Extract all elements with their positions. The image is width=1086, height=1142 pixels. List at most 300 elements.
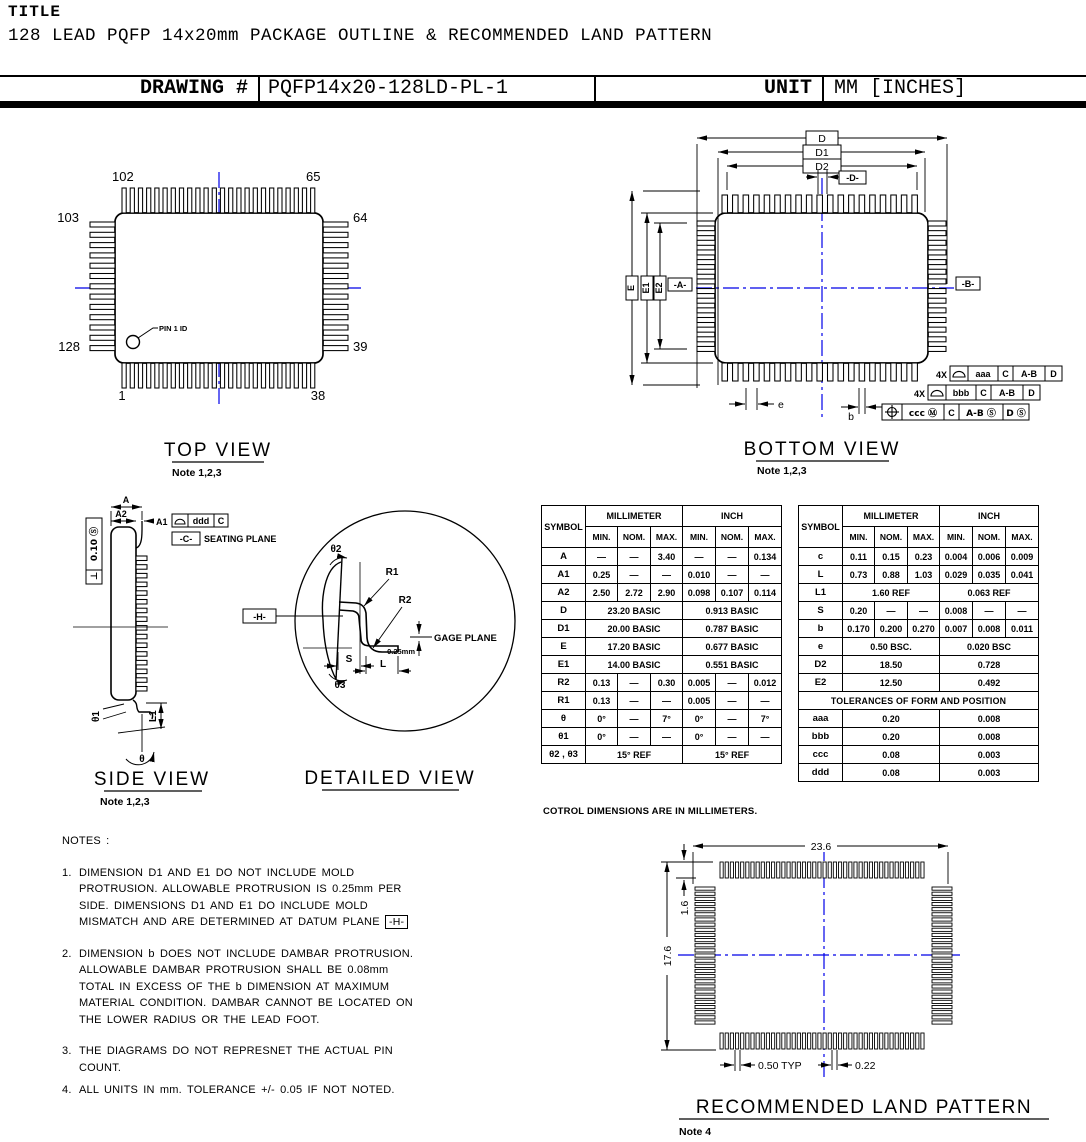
note-number: 2. (62, 947, 72, 960)
fcf-cell: A-B (1021, 369, 1037, 379)
pad (808, 862, 811, 878)
table-cell: 12.50 (843, 674, 940, 692)
datum-label-A: -A- (673, 280, 687, 290)
pad (695, 954, 715, 957)
pad (782, 862, 785, 878)
table-cell: — (716, 710, 749, 728)
pad (932, 954, 952, 957)
dim-label-height: 17.6 (662, 945, 674, 967)
pin (323, 222, 348, 227)
table-row (542, 620, 782, 638)
table-cell: 0.677 BASIC (683, 638, 782, 656)
lead (136, 687, 147, 692)
pin (785, 363, 791, 381)
table-cell: 0.008 (940, 728, 1039, 746)
pin (155, 363, 159, 388)
pad (932, 964, 952, 967)
table-cell: aaa (799, 710, 843, 728)
pin (323, 274, 348, 279)
table-header-cell: NOM. (716, 527, 749, 548)
table-cell: D1 (542, 620, 586, 638)
pin-number-38: 38 (310, 388, 326, 403)
pin (220, 188, 224, 213)
table-cell: E (542, 638, 586, 656)
pin (697, 346, 715, 351)
pad (890, 1033, 893, 1049)
table-cell: bbb (799, 728, 843, 746)
pad (730, 1033, 733, 1049)
table-header-cell: INCH (940, 506, 1039, 527)
table-cell: 0.200 (875, 620, 908, 638)
pin (278, 188, 282, 213)
lead (136, 565, 147, 570)
pad (761, 1033, 764, 1049)
table-cell: E2 (799, 674, 843, 692)
datum-label-B: -B- (961, 279, 975, 289)
pad (695, 928, 715, 931)
pad (695, 897, 715, 900)
pin (928, 337, 946, 342)
pad (735, 862, 738, 878)
table-cell: — (618, 548, 651, 566)
pad (730, 862, 733, 878)
pad (797, 862, 800, 878)
pad (921, 862, 924, 878)
note-number: 3. (62, 1045, 72, 1057)
pad (890, 862, 893, 878)
pin (212, 188, 216, 213)
pin (311, 188, 315, 213)
lead (136, 634, 147, 639)
side-view-note: Note 1,2,3 (100, 796, 150, 808)
pad (746, 1033, 749, 1049)
title-label: TITLE (8, 3, 62, 21)
table-cell: ddd (799, 764, 843, 782)
table-cell: 0.728 (940, 656, 1039, 674)
table-cell: — (618, 710, 651, 728)
pad (911, 862, 914, 878)
fcf-cell: D Ⓢ (1006, 409, 1026, 419)
pad (751, 862, 754, 878)
pin (697, 260, 715, 265)
table-cell: 0.063 REF (940, 584, 1039, 602)
pin (697, 298, 715, 303)
table-cell: — (651, 692, 683, 710)
pin (849, 195, 855, 213)
top-lead (136, 521, 142, 548)
lead (136, 556, 147, 561)
table-cell: e (799, 638, 843, 656)
table-cell: 0.011 (1006, 620, 1039, 638)
dimension-table-left (541, 505, 782, 764)
pin (90, 222, 115, 227)
pad (859, 862, 862, 878)
lead (136, 573, 147, 578)
table-cell: 0° (683, 728, 716, 746)
pad (932, 1000, 952, 1003)
pin (237, 188, 241, 213)
note-text (79, 865, 424, 931)
pin (90, 325, 115, 330)
pin (928, 327, 946, 332)
table-header-cell: MILLIMETER (586, 506, 683, 527)
pad (932, 1011, 952, 1014)
note-item-3 (62, 1043, 482, 1076)
pad (818, 862, 821, 878)
pin (754, 363, 760, 381)
table-cell: — (908, 602, 940, 620)
pad (932, 1016, 952, 1019)
fcf-ddd (172, 514, 228, 527)
table-row (542, 728, 782, 746)
lead (136, 643, 147, 648)
table-row (799, 710, 1039, 728)
table-row (799, 548, 1039, 566)
perpendicularity-icon: ⊥ (90, 571, 100, 580)
pad (695, 995, 715, 998)
table-cell: 0.08 (843, 746, 940, 764)
note-item-1 (62, 865, 482, 931)
table-cell: 0.25 (586, 566, 618, 584)
dim-label-e: e (778, 399, 784, 411)
table-cell: A2 (542, 584, 586, 602)
table-header-cell: SYMBOL (799, 506, 843, 548)
table-cell: R1 (542, 692, 586, 710)
pad (932, 913, 952, 916)
dim-label-theta: θ (139, 754, 145, 765)
table-header-cell: NOM. (618, 527, 651, 548)
pin-number-64: 64 (353, 210, 368, 225)
note-item-2 (62, 946, 482, 1029)
pad (932, 928, 952, 931)
pin-number-39: 39 (353, 339, 368, 354)
pad (695, 980, 715, 983)
pin (928, 298, 946, 303)
land-pattern-note: Note 4 (679, 1126, 712, 1138)
pin (796, 363, 802, 381)
dim-label-D1: D1 (815, 147, 829, 159)
pin (204, 363, 208, 388)
pad (900, 862, 903, 878)
table-header-cell: INCH (683, 506, 782, 527)
pin (90, 304, 115, 309)
fcf-prefix: 4X (913, 389, 925, 399)
pin (870, 195, 876, 213)
table-cell: R2 (542, 674, 586, 692)
pad (895, 862, 898, 878)
table-row (799, 566, 1039, 584)
pin (775, 363, 781, 381)
pin1-id-marker (127, 336, 140, 349)
table-cell: — (716, 728, 749, 746)
unit-value: MM [INCHES] (834, 77, 967, 100)
table-cell: 0.20 (843, 728, 940, 746)
note-text-body: DIMENSION D1 AND E1 DO NOT INCLUDE MOLD PROTRUSION. ALLOWABLE PROTRUSION IS 0.25mm PER SIDE. DIMENSIONS D1 AND E1 DO INCLUDE MOLD MISMATCH AND ARE DETERMINED AT DATUM PLANE (79, 866, 402, 928)
table-header-cell: MIN. (683, 527, 716, 548)
pin (90, 263, 115, 268)
pad (720, 1033, 723, 1049)
table-cell: 0° (683, 710, 716, 728)
bottom-view-diagram (626, 131, 1062, 477)
lead (136, 660, 147, 665)
dim-label-b: b (848, 411, 854, 423)
pad (792, 862, 795, 878)
pad (932, 949, 952, 952)
table-cell: 15° REF (683, 746, 782, 764)
land-pattern-caption: RECOMMENDED LAND PATTERN (695, 1097, 1033, 1118)
table-cell: — (716, 548, 749, 566)
pad (695, 975, 715, 978)
pin (229, 188, 233, 213)
pin (323, 284, 348, 289)
table-row (799, 656, 1039, 674)
pin (928, 221, 946, 226)
table-cell: 0.114 (749, 584, 782, 602)
pad (818, 1033, 821, 1049)
table-cell: 18.50 (843, 656, 940, 674)
table-header-cell: MIN. (843, 527, 875, 548)
pad (828, 1033, 831, 1049)
pin (196, 363, 200, 388)
pin (697, 337, 715, 342)
pin (323, 325, 348, 330)
seating-plane-label: SEATING PLANE (204, 534, 277, 544)
pin (90, 346, 115, 351)
pad (932, 980, 952, 983)
pad (869, 862, 872, 878)
table-row (542, 674, 782, 692)
table-cell: — (651, 566, 683, 584)
fcf-cell: C (217, 516, 225, 526)
pin (838, 195, 844, 213)
pin (323, 304, 348, 309)
table-cell: 0.007 (940, 620, 973, 638)
table-cell: D (542, 602, 586, 620)
table-row (799, 728, 1039, 746)
table-cell: θ (542, 710, 586, 728)
pin-number-1: 1 (118, 388, 126, 403)
pad (916, 862, 919, 878)
table-cell: 0° (586, 710, 618, 728)
table-cell: D2 (799, 656, 843, 674)
dim-label-pad-length: 1.6 (679, 900, 691, 916)
table-cell: 0.041 (1006, 566, 1039, 584)
pad (932, 975, 952, 978)
pad (905, 862, 908, 878)
pad (695, 939, 715, 942)
pin (212, 363, 216, 388)
pin (891, 363, 897, 381)
dim-label-S: S (345, 654, 353, 665)
pad (932, 944, 952, 947)
fcf-cell: ddd (192, 516, 210, 526)
pin (928, 231, 946, 236)
dim-label-E1: E1 (641, 282, 651, 294)
lead (136, 626, 147, 631)
page-title: 128 LEAD PQFP 14x20mm PACKAGE OUTLINE & RECOMMENDED LAND PATTERN (8, 26, 713, 46)
pad (695, 923, 715, 926)
dim-label-L1: L1 (148, 710, 159, 722)
lead (136, 582, 147, 587)
pad (813, 862, 816, 878)
table-cell: 0.913 BASIC (683, 602, 782, 620)
pin (764, 195, 770, 213)
pad (735, 1033, 738, 1049)
fcf-cell: C (1002, 369, 1009, 379)
pin (261, 188, 265, 213)
pin (220, 363, 224, 388)
pad (695, 985, 715, 988)
pin (733, 195, 739, 213)
pad (756, 862, 759, 878)
pad (932, 887, 952, 890)
table-row (799, 674, 1039, 692)
pin (188, 188, 192, 213)
lead-outer-edge (339, 602, 398, 652)
side-view-diagram (73, 495, 276, 808)
pad (761, 862, 764, 878)
fcf-cell: A-B Ⓢ (966, 409, 996, 419)
table-cell: 0.012 (749, 674, 782, 692)
table-cell: 2.90 (651, 584, 683, 602)
table-cell: L1 (799, 584, 843, 602)
pad (916, 1033, 919, 1049)
table-cell: L (799, 566, 843, 584)
table-cell: 0.08 (843, 764, 940, 782)
pin (901, 363, 907, 381)
pin (278, 363, 282, 388)
table-header-cell: MAX. (908, 527, 940, 548)
table-cell: — (586, 548, 618, 566)
pad (777, 862, 780, 878)
lead (136, 600, 147, 605)
lead-inner-edge (339, 610, 398, 652)
fcf-prefix: 4X (935, 370, 947, 380)
notes-heading: NOTES : (62, 835, 110, 847)
pad (833, 862, 836, 878)
pad (921, 1033, 924, 1049)
note-number: 1. (62, 866, 72, 879)
pad (932, 969, 952, 972)
pin (323, 315, 348, 320)
table-cell: 0.170 (843, 620, 875, 638)
table-header-cell: MIN. (586, 527, 618, 548)
pin (229, 363, 233, 388)
pad (695, 990, 715, 993)
pad (869, 1033, 872, 1049)
pin (806, 195, 812, 213)
pin-number-102: 102 (112, 169, 134, 184)
pad (932, 897, 952, 900)
table-row (542, 638, 782, 656)
table-cell: 0.787 BASIC (683, 620, 782, 638)
leader-line (373, 607, 402, 648)
pad (932, 1005, 952, 1008)
table-cell: 0.008 (940, 710, 1039, 728)
pad (854, 862, 857, 878)
pin (90, 232, 115, 237)
note-item-4 (62, 1082, 482, 1099)
pad (802, 862, 805, 878)
table-cell: 0° (586, 728, 618, 746)
pad (849, 1033, 852, 1049)
dim-label-A2: A2 (115, 509, 127, 519)
detailed-view-diagram (243, 511, 515, 790)
pad (695, 1016, 715, 1019)
fcf-cell: C (948, 408, 955, 418)
table-cell: 0.035 (973, 566, 1006, 584)
fcf-perpendicularity (86, 518, 102, 584)
table-cell: 0.008 (973, 620, 1006, 638)
table-cell: 0.30 (651, 674, 683, 692)
pad (932, 933, 952, 936)
table-cell: TOLERANCES OF FORM AND POSITION (799, 692, 1039, 710)
table-cell: — (716, 692, 749, 710)
pin (928, 279, 946, 284)
table-row (799, 620, 1039, 638)
table-cell: — (618, 566, 651, 584)
table-cell: — (618, 692, 651, 710)
pad (695, 1021, 715, 1024)
dim-label-D2: D2 (815, 161, 829, 173)
pad (802, 1033, 805, 1049)
pin (928, 269, 946, 274)
leader-line (364, 579, 389, 606)
pin (928, 318, 946, 323)
pad (864, 1033, 867, 1049)
lead (136, 669, 147, 674)
top-view-caption: TOP VIEW (163, 440, 273, 461)
pin (188, 363, 192, 388)
pad (844, 862, 847, 878)
dim-label-E2: E2 (654, 282, 664, 294)
table-row (542, 602, 782, 620)
table-header-cell: NOM. (875, 527, 908, 548)
pad (695, 933, 715, 936)
pin (179, 363, 183, 388)
pad (787, 862, 790, 878)
note-text: ALL UNITS IN mm. TOLERANCE +/- 0.05 IF NOT NOTED. (79, 1084, 395, 1096)
land-pattern-diagram (659, 839, 1049, 1138)
fcf-cell: 0.10 Ⓢ (90, 526, 100, 562)
pad (932, 908, 952, 911)
table-cell: 0.020 BSC (940, 638, 1039, 656)
pin (912, 195, 918, 213)
pin (849, 363, 855, 381)
pin (204, 188, 208, 213)
pin (697, 250, 715, 255)
pin (697, 221, 715, 226)
table-cell: 0.107 (716, 584, 749, 602)
table-cell: — (749, 692, 782, 710)
pin (697, 308, 715, 313)
pad (695, 1000, 715, 1003)
pad (880, 1033, 883, 1049)
pad (725, 862, 728, 878)
pad (895, 1033, 898, 1049)
pad (695, 887, 715, 890)
pin (286, 188, 290, 213)
pin (323, 335, 348, 340)
dimension-table (798, 505, 1039, 782)
pin (891, 195, 897, 213)
pin (90, 294, 115, 299)
pad (792, 1033, 795, 1049)
pin (237, 363, 241, 388)
pin1-id-label: PIN 1 ID (159, 324, 188, 333)
pad (905, 1033, 908, 1049)
control-dimensions-note: COTROL DIMENSIONS ARE IN MILLIMETERS. (543, 806, 758, 817)
